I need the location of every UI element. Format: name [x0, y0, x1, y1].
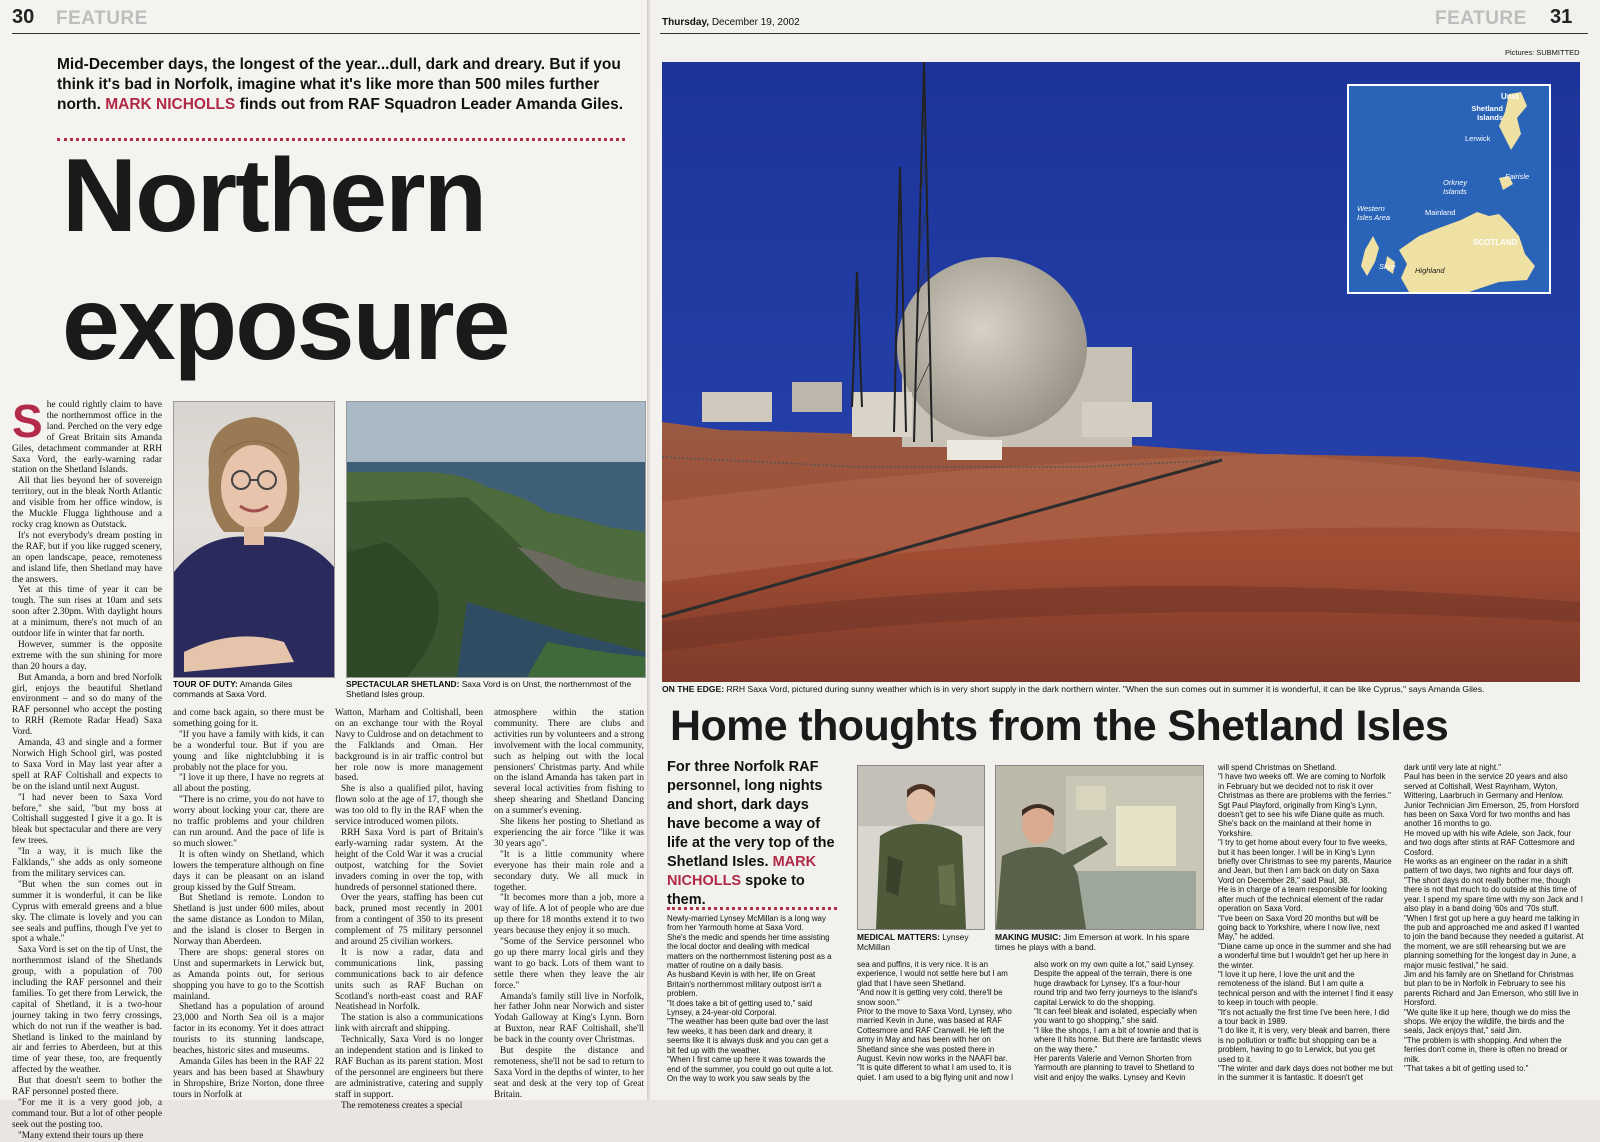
- paragraph: Sgt Paul Playford, originally from King's Lynn, doesn't get to see his wife Diane quite as much. She's back on the mainland at their home in Yorkshire.: [1218, 800, 1385, 838]
- paragraph: As husband Kevin is with her, life on Great Britain's northernmost military outpost isn't a problem.: [667, 970, 822, 999]
- dotted-divider-right: [667, 907, 837, 910]
- paragraph: "The short days do not really bother me, though there is not that much to do outside at this time of year. I spend my spare time with my son Jack and I also play in a band doing '60s and '70s stuff.: [1404, 875, 1583, 914]
- paragraph: "I have two weeks off. We are coming to Norfolk in February but we decided not to risk it over Christmas as there are problems with the ferries.": [1218, 772, 1391, 801]
- paragraph: Paul has been in the service 20 years and also served at Coltishall, West Raynham, Wyton, Wittering, Laarbruch in Germany and Henlow.: [1404, 772, 1568, 801]
- paragraph: "I do like it, it is very, very bleak and barren, there is no pollution or traffic but shopping can be a problem, having to go to Lerwick, but you get used to it.: [1218, 1026, 1390, 1064]
- paragraph: Over the years, staffing has been cut back, pruned most recently in 2001 from a contingent of 350 to its present complement of 75 military personnel and around 25 civilian workers.: [335, 893, 483, 948]
- paragraph: "I try to get home about every four to five weeks, but it has been longer. I will be in King's Lynn briefly over Christmas to see my parents, Maurice and Jean, but then I am back on duty on Saxa Vord on December 28," said Paul, 38.: [1218, 838, 1392, 885]
- standfirst-right-text: For three Norfolk RAF personnel, long nights and short, dark days have become a way of life at the very top of the Shetland Isles.: [667, 759, 835, 870]
- page-gutter: [647, 0, 651, 1100]
- paragraph: "But when the sun comes out in summer it is wonderful, it can be like Cyprus with emerald greens and a blue sky. The climate is lovely and you can see seals and puffins, though I've yet to spot a whale.": [12, 879, 162, 945]
- section-label-right: FEATURE: [1435, 8, 1527, 29]
- paragraph: Junior Technician Jim Emerson, 25, from Horsford has been on Saxa Vord for two months and has another 16 months to go.: [1404, 800, 1579, 829]
- paragraph: Shetland has a population of around 23,000 and North Sea oil is a major factor in its economy. Yet it does attract tourists to its stunning landscape, beaches, historic sites and museums.: [173, 1002, 324, 1057]
- paragraph: Amanda Giles has been in the RAF 22 years and has been based at Shawbury in Shropshire, Brize Norton, done three tours in Norfolk at: [173, 1057, 324, 1100]
- article-right-column-d: [1218, 763, 1393, 1084]
- paragraph: There are shops: general stores on Unst and supermarkets in Lerwick but, as Amanda points out, for serious shopping you have to go to the Scottish mainland.: [173, 947, 324, 1002]
- portrait-photo: [173, 401, 335, 678]
- article-right-column-c: [1034, 960, 1202, 1084]
- folio-rule-right: [660, 33, 1588, 34]
- paragraph: She is also a qualified pilot, having flown solo at the age of 17, though she was too old to fly in the RAF when the service introduced women pilots.: [335, 784, 483, 828]
- paragraph: "The weather has been quite bad over the last few weeks, it has been dark and dreary, it seems like it is always dusk and you can get a bit fed up with the weather.: [667, 1017, 829, 1055]
- map-label-shetland: Shetland Islands: [1471, 104, 1503, 122]
- paragraph: Technically, Saxa Vord is no longer an independent station and is linked to RAF Buchan as its parent station. Most of the personnel are engineers but there are administrative, catering and supply staff in support.: [335, 1035, 483, 1100]
- caption-coastline-text: Saxa Vord is on Unst, the northernmost of the Shetland Isles group.: [346, 679, 632, 699]
- coastline-photo: [346, 401, 646, 678]
- paragraph: "I like the shops, I am a bit of townie and that is where it hits home. But there are fantastic views on the way there.": [1034, 1025, 1202, 1054]
- paragraph: also work on my own quite a lot," said Lynsey.: [1034, 960, 1195, 969]
- paragraph: dark until very late at night.": [1404, 763, 1502, 772]
- paragraph: "In a way, it is much like the Falklands," she adds as only someone from the military services can.: [12, 847, 162, 879]
- engineer-illustration: [996, 766, 1203, 929]
- paragraph: Amanda's family still live in Norfolk, her father John near Norwich and sister Yodah Galloway at King's Lynn. Born at Buxton, near RAF Coltishall, she'll be back in the county over Christmas.: [494, 991, 644, 1046]
- paragraph: "It is a little community where everyone has their main role and a secondary duty. We all muck in together.: [494, 849, 644, 893]
- portrait-illustration: [174, 402, 334, 677]
- paragraph: It is often windy on Shetland, which lowers the temperature although on fine days it can be pleasant on an island group kissed by the Gulf Stream.: [173, 849, 324, 893]
- paragraph: "The winter and dark days does not bother me but in the summer it is fantastic. It doesn't get: [1218, 1064, 1393, 1083]
- medic-photo: [857, 765, 985, 930]
- paragraph: "Diane came up once in the summer and she had a wonderful time but I wouldn't get her up here in the winter.: [1218, 941, 1391, 970]
- caption-medic-text: Lynsey McMillan: [857, 932, 969, 952]
- standfirst-tail: finds out from RAF Squadron Leader Amanda Giles.: [239, 96, 624, 113]
- map-label-highland: Highland: [1415, 266, 1445, 275]
- paragraph: "It is quite different to what I am used to, it is quiet. I am used to a big flying unit and now I: [857, 1063, 1014, 1082]
- headline-right: Home thoughts from the Shetland Isles: [670, 702, 1449, 750]
- paragraph: "For me it is a very good job, a command tour. But a lot of other people seek out the posting too.: [12, 1098, 162, 1130]
- page-number-right: 31: [1550, 6, 1573, 28]
- paragraph: "When I first came up here it was towards the end of the summer, you could go out quite a lot. On the way to work you saw seals by the: [667, 1055, 834, 1083]
- article-column-1: [12, 395, 162, 1141]
- paragraph: But that doesn't seem to bother the RAF personnel posted there.: [12, 1076, 162, 1098]
- paragraph: All that lies beyond her of sovereign territory, out in the bleak North Atlantic and visible from her office window, is the Muckle Flugga lighthouse and a rocky crag known as Outstack.: [12, 476, 162, 530]
- caption-coastline: [346, 679, 636, 699]
- drop-cap: S: [12, 395, 43, 447]
- headline-line-1: Northern: [62, 138, 486, 254]
- caption-portrait: [173, 679, 331, 699]
- map-label-lerwick: Lerwick: [1465, 134, 1491, 143]
- article-right-column-a: [667, 914, 837, 1084]
- paragraph: sea and puffins, it is very nice. It is an experience, I would not settle here but I am glad that I have seen Shetland.: [857, 960, 1008, 988]
- folio-rule-left: [12, 33, 640, 34]
- standfirst-right-tail: spoke to them.: [667, 873, 805, 908]
- standfirst-right-byline: MARK NICHOLLS: [667, 854, 817, 889]
- paragraph: "It can feel bleak and isolated, especially when you want to go shopping," she said.: [1034, 1007, 1197, 1026]
- paragraph: Yet at this time of year it can be tough. The sun rises at 10am and sets soon after 2.30pm. With daylight hours at a minimum, there's not much of an outdoor life in winter that far north.: [12, 585, 162, 640]
- paragraph: He works as an engineer on the radar in a shift pattern of two days, two nights and four days off.: [1404, 857, 1574, 876]
- standfirst-right: [667, 758, 837, 910]
- paragraph: Her parents Valerie and Vernon Shorten from Yarmouth are planning to travel to Shetland to visit and enjoy the walks. Lynsey and Kevin: [1034, 1054, 1195, 1082]
- dateline-day: Thursday,: [662, 17, 710, 28]
- paragraph: "Many extend their tours up there: [18, 1130, 144, 1141]
- engineer-photo: [995, 765, 1204, 930]
- caption-medic-label: MEDICAL MATTERS:: [857, 932, 940, 942]
- caption-engineer-label: MAKING MUSIC:: [995, 932, 1062, 942]
- paragraph: But Shetland is remote. London to Shetland is just under 600 miles, about the same distance as London to Milan, and the island is closer to Bergen in Norway than Aberdeen.: [173, 893, 324, 948]
- standfirst-left: [57, 55, 627, 115]
- paragraph: It is now a radar, data and communications link, passing communications back to air defence units such as RAF Buchan on Scotland's north-east coast and RAF Neatishead in Norfolk.: [335, 947, 483, 1013]
- paragraph: "Some of the Service personnel who go up there marry local girls and they want to go back. Lots of them want to settle there when they leave the air force.": [494, 937, 644, 991]
- caption-portrait-label: TOUR OF DUTY:: [173, 679, 238, 689]
- caption-engineer: [995, 932, 1200, 952]
- paragraph: Prior to the move to Saxa Vord, Lynsey, who married Kevin in June, was based at RAF Cottesmore and RAF Cranwell. He left the army in May and has been with her on Shetland since she was posted there in August. Kevin now works in the NAAFI bar.: [857, 1007, 1012, 1064]
- paragraph: and come back again, so there must be something going for it.: [173, 708, 324, 729]
- map-label-scotland: SCOTLAND: [1473, 238, 1518, 247]
- section-label-left: FEATURE: [56, 8, 148, 29]
- article-column-3: [335, 708, 483, 1111]
- paragraph: The station is also a communications link with aircraft and shipping.: [335, 1013, 483, 1035]
- map-label-orkney: Orkney Islands: [1443, 178, 1468, 196]
- dateline-date: December 19, 2002: [711, 17, 800, 28]
- paragraph: She likens her posting to Shetland as experiencing the air force "like it was 30 years ago".: [494, 817, 644, 849]
- map-label-mainland: Mainland: [1425, 208, 1456, 217]
- paragraph: "I love it up here, I love the unit and the remoteness of the island. But I am quite a technical person and with the internet I find it easy to keep in touch with people.: [1218, 969, 1394, 1008]
- article-column-4: [494, 708, 644, 1100]
- map-label-western-isles: Western Isles Area: [1357, 204, 1391, 222]
- column-1-body: [12, 395, 162, 1142]
- caption-main-label: ON THE EDGE:: [662, 684, 725, 694]
- map-label-unst: Unst: [1501, 92, 1519, 101]
- paragraph: "That takes a bit of getting used to.": [1404, 1064, 1529, 1073]
- paragraph: RRH Saxa Vord is part of Britain's early-warning radar system. At the height of the Cold War it was a crucial outpost, watching for the Soviet invaders coming in over the top, with hundreds of personnel stationed there.: [335, 827, 483, 893]
- caption-main-photo: [662, 684, 1580, 694]
- standfirst-byline: MARK NICHOLLS: [105, 96, 236, 113]
- article-column-2: [173, 708, 324, 1100]
- caption-engineer-text: Jim Emerson at work. In his spare times he plays with a band.: [995, 932, 1190, 952]
- page-number-left: 30: [12, 6, 35, 28]
- medic-illustration: [858, 766, 984, 929]
- paragraph: "And now it is getting very cold, there'll be snow soon.": [857, 988, 1003, 1007]
- pictures-credit: Pictures: SUBMITTED: [1505, 48, 1580, 57]
- map-label-fairisle: Fairisle: [1505, 172, 1530, 181]
- coastline-illustration: [347, 402, 645, 677]
- paragraph: "I love it up there, I have no regrets at all about the posting.: [173, 773, 324, 795]
- paragraph: "We quite like it up here, though we do miss the shops. We enjoy the wildlife, the birds and the seals, Jack enjoys that," said Jim.: [1404, 1007, 1571, 1036]
- paragraph: Saxa Vord is set on the tip of Unst, the northernmost island of the Shetlands group, with a population of 700 including the RAF personnel and their families. To get there from Lerwick, the capital of Shetland, it is a two-hour journey taking in two ferry crossings, which do not run if the weather is bad. Shetland is linked to the mainland by air and ferries to Aberdeen, but at this time of year these, too, are frequently affected by the weather.: [12, 945, 162, 1076]
- paragraph: It's not everybody's dream posting in the RAF, but if you like rugged scenery, an open landscape, peace, remoteness and island life, then Shetland may have the answers.: [12, 530, 162, 585]
- paragraph: Despite the appeal of the terrain, there is one huge drawback for Lynsey. It's a four-hour round trip and two ferry journeys to the island's capital Lerwick to do the shopping.: [1034, 969, 1198, 1007]
- paragraph: Jim and his family are on Shetland for Christmas but plan to be in Norfolk in February to see his parents Richard and Jan Emerson, who still live in Horsford.: [1404, 969, 1579, 1008]
- paragraph: he could rightly claim to have the northernmost office in the land. Perched on the very edge of Great Britain sits Amanda Giles, detachment commander at RRH Saxa Vord, the early-warning radar station on the Shetland Islands.: [12, 400, 162, 476]
- headline-line-2: exposure: [62, 266, 509, 382]
- caption-coastline-label: SPECTACULAR SHETLAND:: [346, 679, 460, 689]
- paragraph: "It does take a bit of getting used to," said Lynsey, a 24-year-old Corporal.: [667, 998, 813, 1018]
- paragraph: But Amanda, a born and bred Norfolk girl, enjoys the beautiful Shetland environment – and so do many of the RAF personnel who accept the posting to RRH (Remote Radar Head) Saxa Vord.: [12, 672, 162, 738]
- map-inset: [1347, 84, 1551, 294]
- caption-portrait-text: Amanda Giles commands at Saxa Vord.: [173, 679, 293, 699]
- paragraph: "There is no crime, you do not have to worry about locking your car, there are no traffic problems and your children can run around. And the pace of life is so much slower.": [173, 795, 324, 849]
- paragraph: "It's not actually the first time I've been here, I did a tour back in 1989.: [1218, 1007, 1390, 1026]
- paragraph: atmosphere within the station community. There are clubs and activities run by volunteers and a strong involvement with the local community, such as helping out with the local pensioners' Christmas party. And while on the island Amanda has taken part in several local activities from fishing to sheep shearing and Shetland Dancing on a summer's evening.: [494, 708, 644, 817]
- paragraph: He is in charge of a team responsible for looking after much of the technical element of the radar operation on Saxa Vord.: [1218, 885, 1387, 914]
- paragraph: "I had never been to Saxa Vord before," she said, "but my boss at Coltishall suggested I give it a go. It is bleak but spectacular and there are very few trees.: [12, 792, 162, 847]
- paragraph: Newly-married Lynsey McMillan is a long way from her Yarmouth home at Saxa Vord.: [667, 914, 826, 933]
- paragraph: Watton, Marham and Coltishall, been on an exchange tour with the Royal Navy to Culdrose and on detachment to the Falklands and Oman. Her background is in air traffic control but her role now is more management based.: [335, 708, 483, 784]
- paragraph: "The problem is with shopping. And when the ferries don't come in, there is often no bread or milk.: [1404, 1035, 1568, 1064]
- paragraph: He moved up with his wife Adele, son Jack, four and two dogs after stints at RAF Cottesmore and Cosford.: [1404, 828, 1575, 857]
- paragraph: But despite the distance and remoteness, she'll not be sad to return to Saxa Vord in the depths of winter, to her seat and desk at the very top of Great Britain.: [494, 1046, 644, 1100]
- map-label-skye: Skye: [1379, 262, 1396, 271]
- paragraph: "When I first got up here a guy heard me talking in the pub and approached me and asked if I wanted to join the band because they needed a guitarist. At the moment, we are still rehearsing but we are planning something for the longest day in June, a major music festival," he said.: [1404, 913, 1584, 970]
- radar-station-photo: [662, 62, 1580, 682]
- paragraph: "I've been on Saxa Vord 20 months but will be going back to Yorkshire, where I now live, next May," he added.: [1218, 913, 1380, 942]
- article-right-column-e: [1404, 763, 1584, 1084]
- paragraph: "If you have a family with kids, it can be a wonderful tour. But if you are young and like nightclubbing it is probably not the place for you.: [173, 729, 324, 773]
- caption-main-text: RRH Saxa Vord, pictured during sunny weather which is in very short supply in the dark northern winter. "When the sun comes out in summer it is wonderful, it can be like Cyprus," says Amanda Giles.: [726, 684, 1485, 694]
- paragraph: Amanda, 43 and single and a former Norwich High School girl, was posted to Saxa Vord in May last year after a spell at RAF Coltishall and expects to be on the island until next August.: [12, 738, 162, 792]
- paragraph: The remoteness creates a special: [341, 1100, 463, 1111]
- paragraph: "It becomes more than a job, more a way of life. A lot of people who are due up there for 18 months extend it to two years because they enjoy it so much.: [494, 893, 644, 937]
- paragraph: However, summer is the opposite extreme with the sun shining for more than 20 hours a day.: [12, 639, 162, 672]
- paragraph: will spend Christmas on Shetland.: [1218, 763, 1337, 772]
- dateline: [662, 17, 800, 28]
- paragraph: She's the medic and spends her time assisting the local doctor and dealing with medical matters on the northernmost listening post as a matter of routine on a daily basis.: [667, 932, 832, 971]
- article-right-column-b: [857, 960, 1017, 1084]
- standfirst-text: Mid-December days, the longest of the year...dull, dark and dreary. But if you think it's bad in Norfolk, imagine what it's like more than 500 miles further north.: [57, 56, 621, 113]
- caption-medic: [857, 932, 983, 952]
